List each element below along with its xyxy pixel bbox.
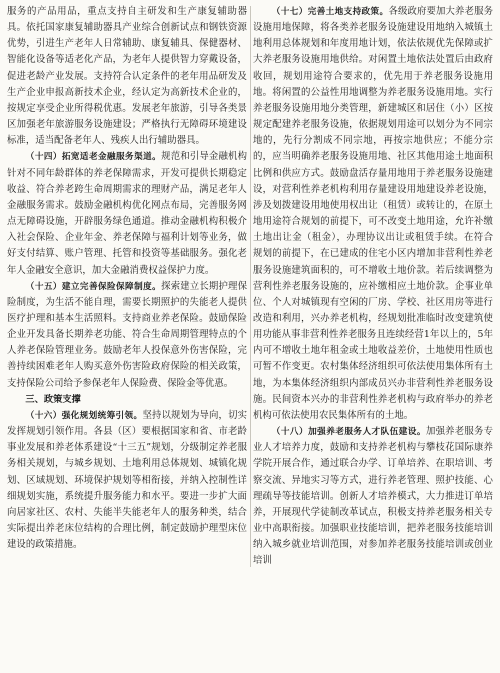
right-column (253, 4, 493, 569)
paragraph-text: 坚持以规划为导向，切实发挥规划引领作用。各县（区）要根据国家和省、市老龄事业发展和养老体系建设“十三五”规划，分级制定养老服务相关规划，与城乡规划、土地利用总体规划、城镇化规划、区域规划、环境保护规划等相衔接，并纳入控制性详细规划实施，系统提升服务能力和水平。要进一步扩大面向居家社区、农村、失能半失能老年人的服务种类，结合实际提出养老床位结构的合理比例，制定鼓励护理型床位建设的政策措施。 (7, 409, 247, 551)
paragraph-heading: （十七）完善土地支持政策。 (271, 7, 389, 17)
left-column (7, 4, 247, 569)
paragraph-text: 规范和引导金融机构针对不同年龄群体的养老保障需求，开发可提供长期稳定收益、符合养老跨生命周期需求的理财产品，满足老年人金融服务需求。鼓励金融机构优化网点布局，完善服务网点无障碍设施，开辟服务绿色通道。推动金融机构积极介入社会保险、企业年金、养老保障与福利计划等业务，做好支付结算、账户管理、托管和投资等基础服务。强化老年人金融安全意识，加大金融消费权益保护力度。 (7, 151, 247, 276)
paragraph-text: 探索建立长期护理保险制度，为生活不能自理，需要长期照护的失能老人提供医疗护理和基本生活照料。支持商业养老保险。鼓励保险企业开发具备长期养老功能、符合生命周期管理特点的个人养老保险管理业务。鼓励老年人投保意外伤害保险，完善持续困难老年人购买意外伤害险政府保险的相关政策，支持保险公司给予参保老年人保险费、保险金等优惠。 (7, 280, 247, 389)
paragraph-heading: （十六）强化规划统筹引领。 (25, 410, 143, 421)
paragraph-heading: （十五）建立完善保险保障制度。 (25, 281, 162, 292)
two-column-layout (7, 4, 493, 569)
paragraph-heading: （十四）拓宽适老金融服务渠道。 (25, 152, 162, 163)
paragraph-heading: （十八）加强养老服务人才队伍建设。 (271, 427, 426, 438)
column-divider (250, 6, 251, 567)
paragraph-text: 三、政策支撑 (25, 393, 81, 405)
paragraph (7, 149, 247, 278)
paragraph (7, 408, 247, 553)
paragraph (253, 424, 493, 569)
paragraph (253, 4, 493, 424)
paragraph-continuation (7, 4, 247, 149)
section-heading (7, 392, 247, 408)
paragraph (7, 279, 247, 392)
paragraph-text: 各级政府要加大养老服务设施用地保障，将各类养老服务设施建设用地纳入城镇土地利用总体规划和年度用地计划，依法依规优先保障或扩大养老服务设施用地供给。对闲置土地依法处置后由政府收回，规划用途符合要求的，优先用于养老服务设施用地。将闲置的公益性用地调整为养老服务设施用地。实行养老服务设施用地分类管理，新建城区和居住（小）区按规定配建养老服务设施，依据规划用途可以划分为不同宗地的，先行分割成不同宗地，再按宗地供应；不能分宗的，应当明确养老服务设施用地、社区其他用途土地面积比例和供应方式。鼓励盘活存量用地用于养老服务设施建设，对营利性养老机构利用存量建设用地建设养老设施，涉及划拨建设用地使用权出让（租赁）或转让的，在原土地用途符合规划的前提下，可不改变土地用途，允许补缴土地出让金（租金），办理协议出让或租赁手续。在符合规划的前提下，在已建成的住宅小区内增加非营利性养老服务设施建筑面积的，可不增收土地价款。若后续调整为营利性养老服务设施的，应补缴相应土地价款。企事业单位、个人对城镇现有空闲的厂房、学校、社区用房等进行改造和利用，兴办养老机构，经规划批准临时改变建筑使用功能从事非营利性养老服务且连续经营1年以上的，5年内可不增收土地年租金或土地收益差价，土地使用性质也可暂不作变更。农村集体经济组织可依法使用集体所有土地，为本集体经济组织内部成员兴办非营利性养老服务设施。民间资本兴办的非营利性养老机构与政府举办的养老机构可依法使用农民集体所有的土地。 (253, 6, 493, 421)
paragraph-text: 服务的产品用品，重点支持自主研发和生产康复辅助器具。依托国家康复辅助器具产业综合创新试点和钢铁资源优势，引进生产老年人日常辅助、康复辅具、保健器材、智能化设备等适老化产品，为老年人提供智力穿戴设备，促进老龄产业发展。支持符合认定条件的老年用品研发及生产企业申报高新技术企业，经认定为高新技术企业的，按规定享受企业所得税优惠。发展老年旅游，引导各类景区加强老年旅游服务设施建设；严格执行无障碍环境建设标准，适当配备老年人、残疾人出行辅助器具。 (7, 6, 247, 147)
paragraph-text: 加强养老服务专业人才培养力度，鼓励和支持养老机构与攀枝花国际康养学院开展合作，通过联合办学、订单培养、在职培训、考察交流、异地实习等方式，进行养老管理、照护技能、心理疏导等技能培训。创新人才培养模式，大力推进订单培养，开展现代学徒制改革试点，积极支持养老服务相关专业中高职衔接。加强职业技能培训，把养老服务技能培训纳入城乡就业培训范围，对参加养老服务技能培训或创业培训 (253, 426, 493, 567)
